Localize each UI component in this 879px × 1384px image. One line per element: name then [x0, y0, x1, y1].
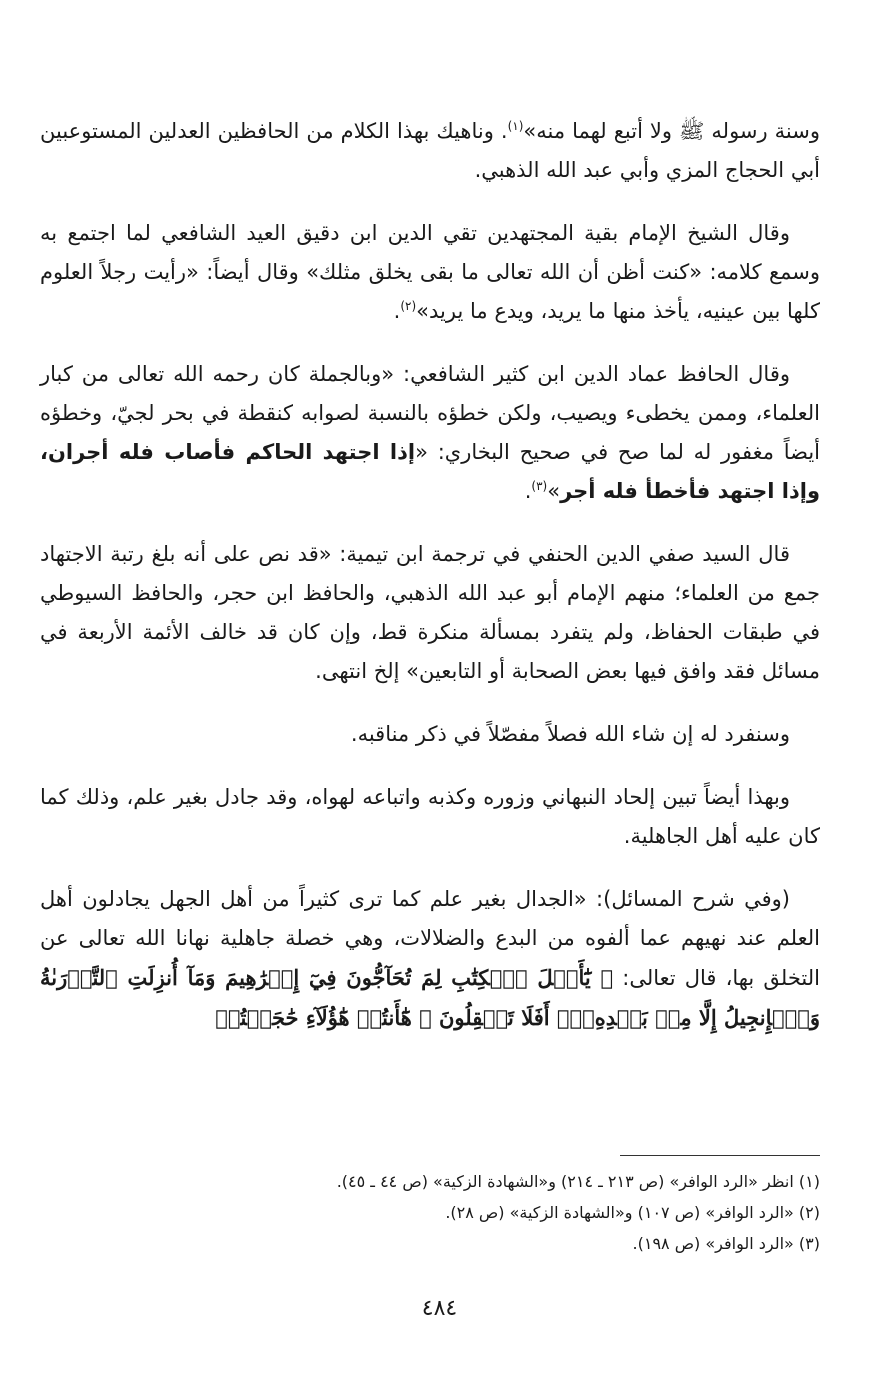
- page-number: ٤٨٤: [421, 1296, 458, 1321]
- quran-verse: ﴿ يَٰٓأَهۡلَ ٱلۡكِتَٰبِ لِمَ تُحَآجُّونَ فِيٓ إِبۡرَٰهِيمَ وَمَآ أُنزِلَتِ ٱلتَّوۡرَىٰةُ وَٱلۡإِنجِيلُ إِلَّا مِنۢ بَعۡدِهِۦٓۚ أَفَلَا تَعۡقِلُونَ ۞ هَٰٓأَنتُمۡ هَٰٓؤُلَآءِ حَٰجَجۡتُمۡ: [40, 965, 820, 1030]
- footnote-3: (٣) «الرد الوافر» (ص ١٩٨).: [632, 1234, 820, 1253]
- paragraph-1: وسنة رسوله ﷺ ولا أتبع لهما منه»$^{(١)}$. وناهيك بهذا الكلام من الحافظين العدلين المستوعبين أبي الحجاج المزي وأبي عبد الله الذهبي.: [40, 119, 820, 182]
- footnote-ref-2[interactable]: (٢): [400, 299, 417, 313]
- footnote-divider: [620, 1155, 820, 1156]
- footnote-2: (٢) «الرد الوافر» (ص ١٠٧) و«الشهادة الزكية» (ص ٢٨).: [445, 1203, 820, 1222]
- footnote-1: (١) انظر «الرد الوافر» (ص ٢١٣ ـ ٢١٤) و«الشهادة الزكية» (ص ٤٤ ـ ٤٥).: [336, 1172, 820, 1191]
- paragraph-4: قال السيد صفي الدين الحنفي في ترجمة ابن تيمية: «قد نص على أنه بلغ رتبة الاجتهاد جمع من العلماء؛ منهم الإمام أبو عبد الله الذهبي، والحافظ ابن حجر، والحافظ السيوطي في طبقات الحفاظ، ولم يتفرد بمسألة منكرة قط، وإن كان قد خالف الأئمة الأربعة في مسائل فقد وافق فيها بعض الصحابة أو التابعين» إلخ انتهى.: [40, 542, 820, 683]
- paragraph-2: وقال الشيخ الإمام بقية المجتهدين تقي الدين ابن دقيق العيد الشافعي لما اجتمع به وسمع كلامه: «كنت أظن أن الله تعالى ما بقى يخلق مثلك» وقال أيضاً: «رأيت رجلاً العلوم كلها بين عينيه، يأخذ منها ما يريد، ويدع ما يريد»$^{(٢)}$.: [40, 221, 820, 323]
- hadith-quote: إذا اجتهد الحاكم فأصاب فله أجران، وإذا اجتهد فأخطأ فله أجر: [40, 440, 820, 503]
- footnote-ref-3[interactable]: (٣): [531, 479, 548, 493]
- paragraph-3: وقال الحافظ عماد الدين ابن كثير الشافعي: «وبالجملة كان رحمه الله تعالى من كبار العلماء، وممن يخطىء ويصيب، ولكن خطؤه بالنسبة لصوابه كنقطة في بحر لجيّ، وخطؤه أيضاً مغفور له لما صح في صحيح البخاري: «إذا اجتهد الحاكم فأصاب فله أجران، وإذا اجتهد فأخطأ فله أجر»$^{(٣)}$.: [40, 362, 821, 503]
- footnotes: [40, 1166, 820, 1259]
- main-text: [40, 112, 820, 1062]
- footnote-ref-1[interactable]: (١): [507, 119, 524, 133]
- paragraph-5: وسنفرد له إن شاء الله فصلاً مفصّلاً في ذكر مناقبه.: [350, 722, 790, 746]
- paragraph-6: وبهذا أيضاً تبين إلحاد النبهاني وزوره وكذبه واتباعه لهواه، وقد جادل بغير علم، وذلك كما كان عليه أهل الجاهلية.: [40, 785, 820, 848]
- paragraph-7: (وفي شرح المسائل): «الجدال بغير علم كما ترى كثيراً من أهل الجهل يجادلون أهل العلم عند نهيهم عما ألفوه من البدع والضلالات، وهي خصلة جاهلية نهانا الله تعالى عن التخلق بها، قال تعالى: ﴿ يَٰٓأَهۡلَ ٱلۡكِتَٰبِ لِمَ تُحَآجُّونَ فِيٓ إِبۡرَٰهِيمَ وَمَآ أُنزِلَتِ ٱلتَّوۡرَىٰةُ وَٱلۡإِنجِيلُ إِلَّا مِنۢ بَعۡدِهِۦٓۚ أَفَلَا تَعۡقِلُونَ ۞ هَٰٓأَنتُمۡ هَٰٓؤُلَآءِ حَٰجَجۡتُمۡ: [40, 887, 820, 1030]
